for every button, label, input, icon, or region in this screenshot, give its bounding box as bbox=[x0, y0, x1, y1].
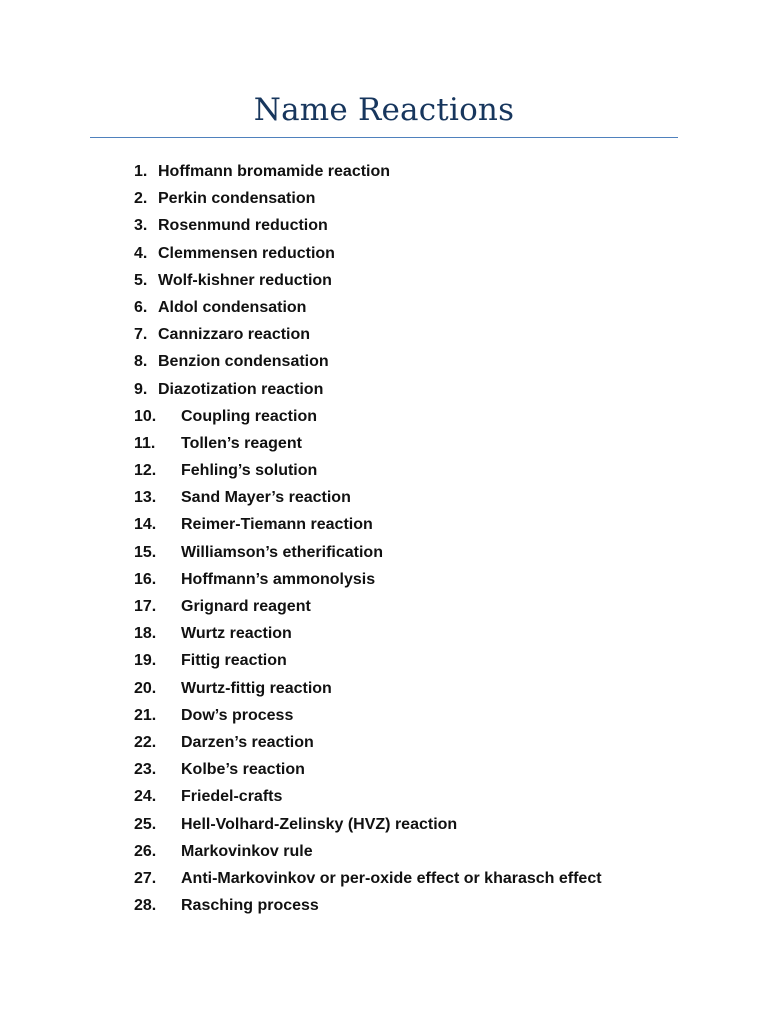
list-item-number: 23. bbox=[134, 761, 157, 779]
list-item-number: 8. bbox=[134, 353, 148, 371]
list-item-number: 26. bbox=[134, 842, 157, 860]
list-item-number: 9. bbox=[134, 380, 148, 398]
list-item-text: Reimer-Tiemann reaction bbox=[181, 516, 373, 534]
list-item-number: 5. bbox=[134, 271, 148, 289]
list-item-number: 22. bbox=[134, 733, 157, 751]
list-item-number: 17. bbox=[134, 598, 157, 615]
list-item bbox=[0, 729, 768, 756]
list-item bbox=[0, 376, 768, 403]
list-item-number: 2. bbox=[134, 190, 148, 208]
list-item-text: Hoffmann bromamide reaction bbox=[158, 163, 391, 180]
list-item-text: Rosenmund reduction bbox=[158, 217, 328, 235]
list-item-text: Coupling reaction bbox=[181, 407, 317, 425]
list-item bbox=[0, 892, 768, 919]
list-item bbox=[0, 240, 768, 267]
list-item-text: Friedel-crafts bbox=[181, 788, 283, 806]
list-item-number: 3. bbox=[134, 217, 148, 235]
list-item bbox=[0, 783, 768, 810]
list-item-text: Dow’s process bbox=[181, 706, 294, 724]
list-item-number: 4. bbox=[134, 244, 148, 262]
list-item-number: 15. bbox=[134, 543, 157, 561]
list-item-text: Grignard reagent bbox=[181, 598, 311, 615]
list-item bbox=[0, 511, 768, 538]
list-item-text: Clemmensen reduction bbox=[158, 244, 335, 262]
list-item-number: 18. bbox=[134, 625, 157, 643]
list-item-number: 25. bbox=[134, 815, 157, 833]
list-item-text: Fittig reaction bbox=[181, 652, 287, 670]
list-item bbox=[0, 348, 768, 375]
list-item-text: Hoffmann’s ammonolysis bbox=[181, 570, 376, 588]
list-item bbox=[0, 811, 768, 838]
list-item bbox=[0, 702, 768, 729]
list-item bbox=[0, 756, 768, 783]
list-item-text: Sand Mayer’s reaction bbox=[181, 489, 351, 507]
list-item bbox=[0, 185, 768, 212]
list-item-number: 27. bbox=[134, 869, 157, 887]
list-item-number: 28. bbox=[134, 897, 157, 915]
list-item-text: Wurtz reaction bbox=[181, 625, 292, 643]
list-item-text: Fehling’s solution bbox=[181, 462, 318, 480]
title-underline bbox=[90, 137, 678, 138]
list-item-text: Rasching process bbox=[181, 897, 319, 915]
list-item-text: Anti-Markovinkov or per-oxide effect or kharasch effect bbox=[181, 869, 602, 887]
list-item-text: Wurtz-fittig reaction bbox=[181, 679, 332, 697]
list-item bbox=[0, 484, 768, 511]
list-item-text: Cannizzaro reaction bbox=[158, 326, 311, 344]
list-item-text: Darzen’s reaction bbox=[181, 733, 314, 751]
list-item bbox=[0, 267, 768, 294]
list-item bbox=[0, 838, 768, 865]
list-item-number: 13. bbox=[134, 489, 157, 507]
list-item-text: Markovinkov rule bbox=[181, 842, 313, 860]
list-item-number: 16. bbox=[134, 570, 157, 588]
list-item-text: Aldol condensation bbox=[158, 298, 307, 316]
list-item-number: 21. bbox=[134, 706, 157, 724]
list-item-number: 20. bbox=[134, 679, 157, 697]
list-item-text: Hell-Volhard-Zelinsky (HVZ) reaction bbox=[181, 815, 458, 833]
list-item-number: 1. bbox=[134, 163, 148, 180]
list-item-text: Perkin condensation bbox=[158, 190, 316, 208]
list-item-text: Diazotization reaction bbox=[158, 380, 324, 398]
list-item bbox=[0, 566, 768, 593]
list-item-text: Williamson’s etherification bbox=[181, 543, 383, 561]
list-item bbox=[0, 212, 768, 239]
list-item-number: 24. bbox=[134, 788, 157, 806]
list-item bbox=[0, 403, 768, 430]
page-title: Name Reactions bbox=[253, 92, 515, 128]
list-item-number: 19. bbox=[134, 652, 157, 670]
list-item-text: Benzion condensation bbox=[158, 353, 329, 371]
list-item bbox=[0, 620, 768, 647]
list-item bbox=[0, 593, 768, 620]
list-item-text: Wolf-kishner reduction bbox=[158, 271, 332, 289]
list-item bbox=[0, 865, 768, 892]
list-item-number: 7. bbox=[134, 326, 148, 344]
list-item bbox=[0, 675, 768, 702]
list-item-number: 12. bbox=[134, 462, 157, 480]
list-item-number: 11. bbox=[134, 434, 156, 452]
list-item bbox=[0, 158, 768, 185]
list-item-text: Tollen’s reagent bbox=[181, 434, 302, 452]
list-item-text: Kolbe’s reaction bbox=[181, 761, 305, 779]
list-item-number: 10. bbox=[134, 407, 157, 425]
reaction-list bbox=[0, 158, 768, 919]
list-item bbox=[0, 457, 768, 484]
list-item bbox=[0, 430, 768, 457]
list-item-number: 14. bbox=[134, 516, 157, 534]
list-item bbox=[0, 294, 768, 321]
list-item bbox=[0, 321, 768, 348]
list-item bbox=[0, 539, 768, 566]
list-item bbox=[0, 647, 768, 674]
list-item-number: 6. bbox=[134, 298, 148, 316]
